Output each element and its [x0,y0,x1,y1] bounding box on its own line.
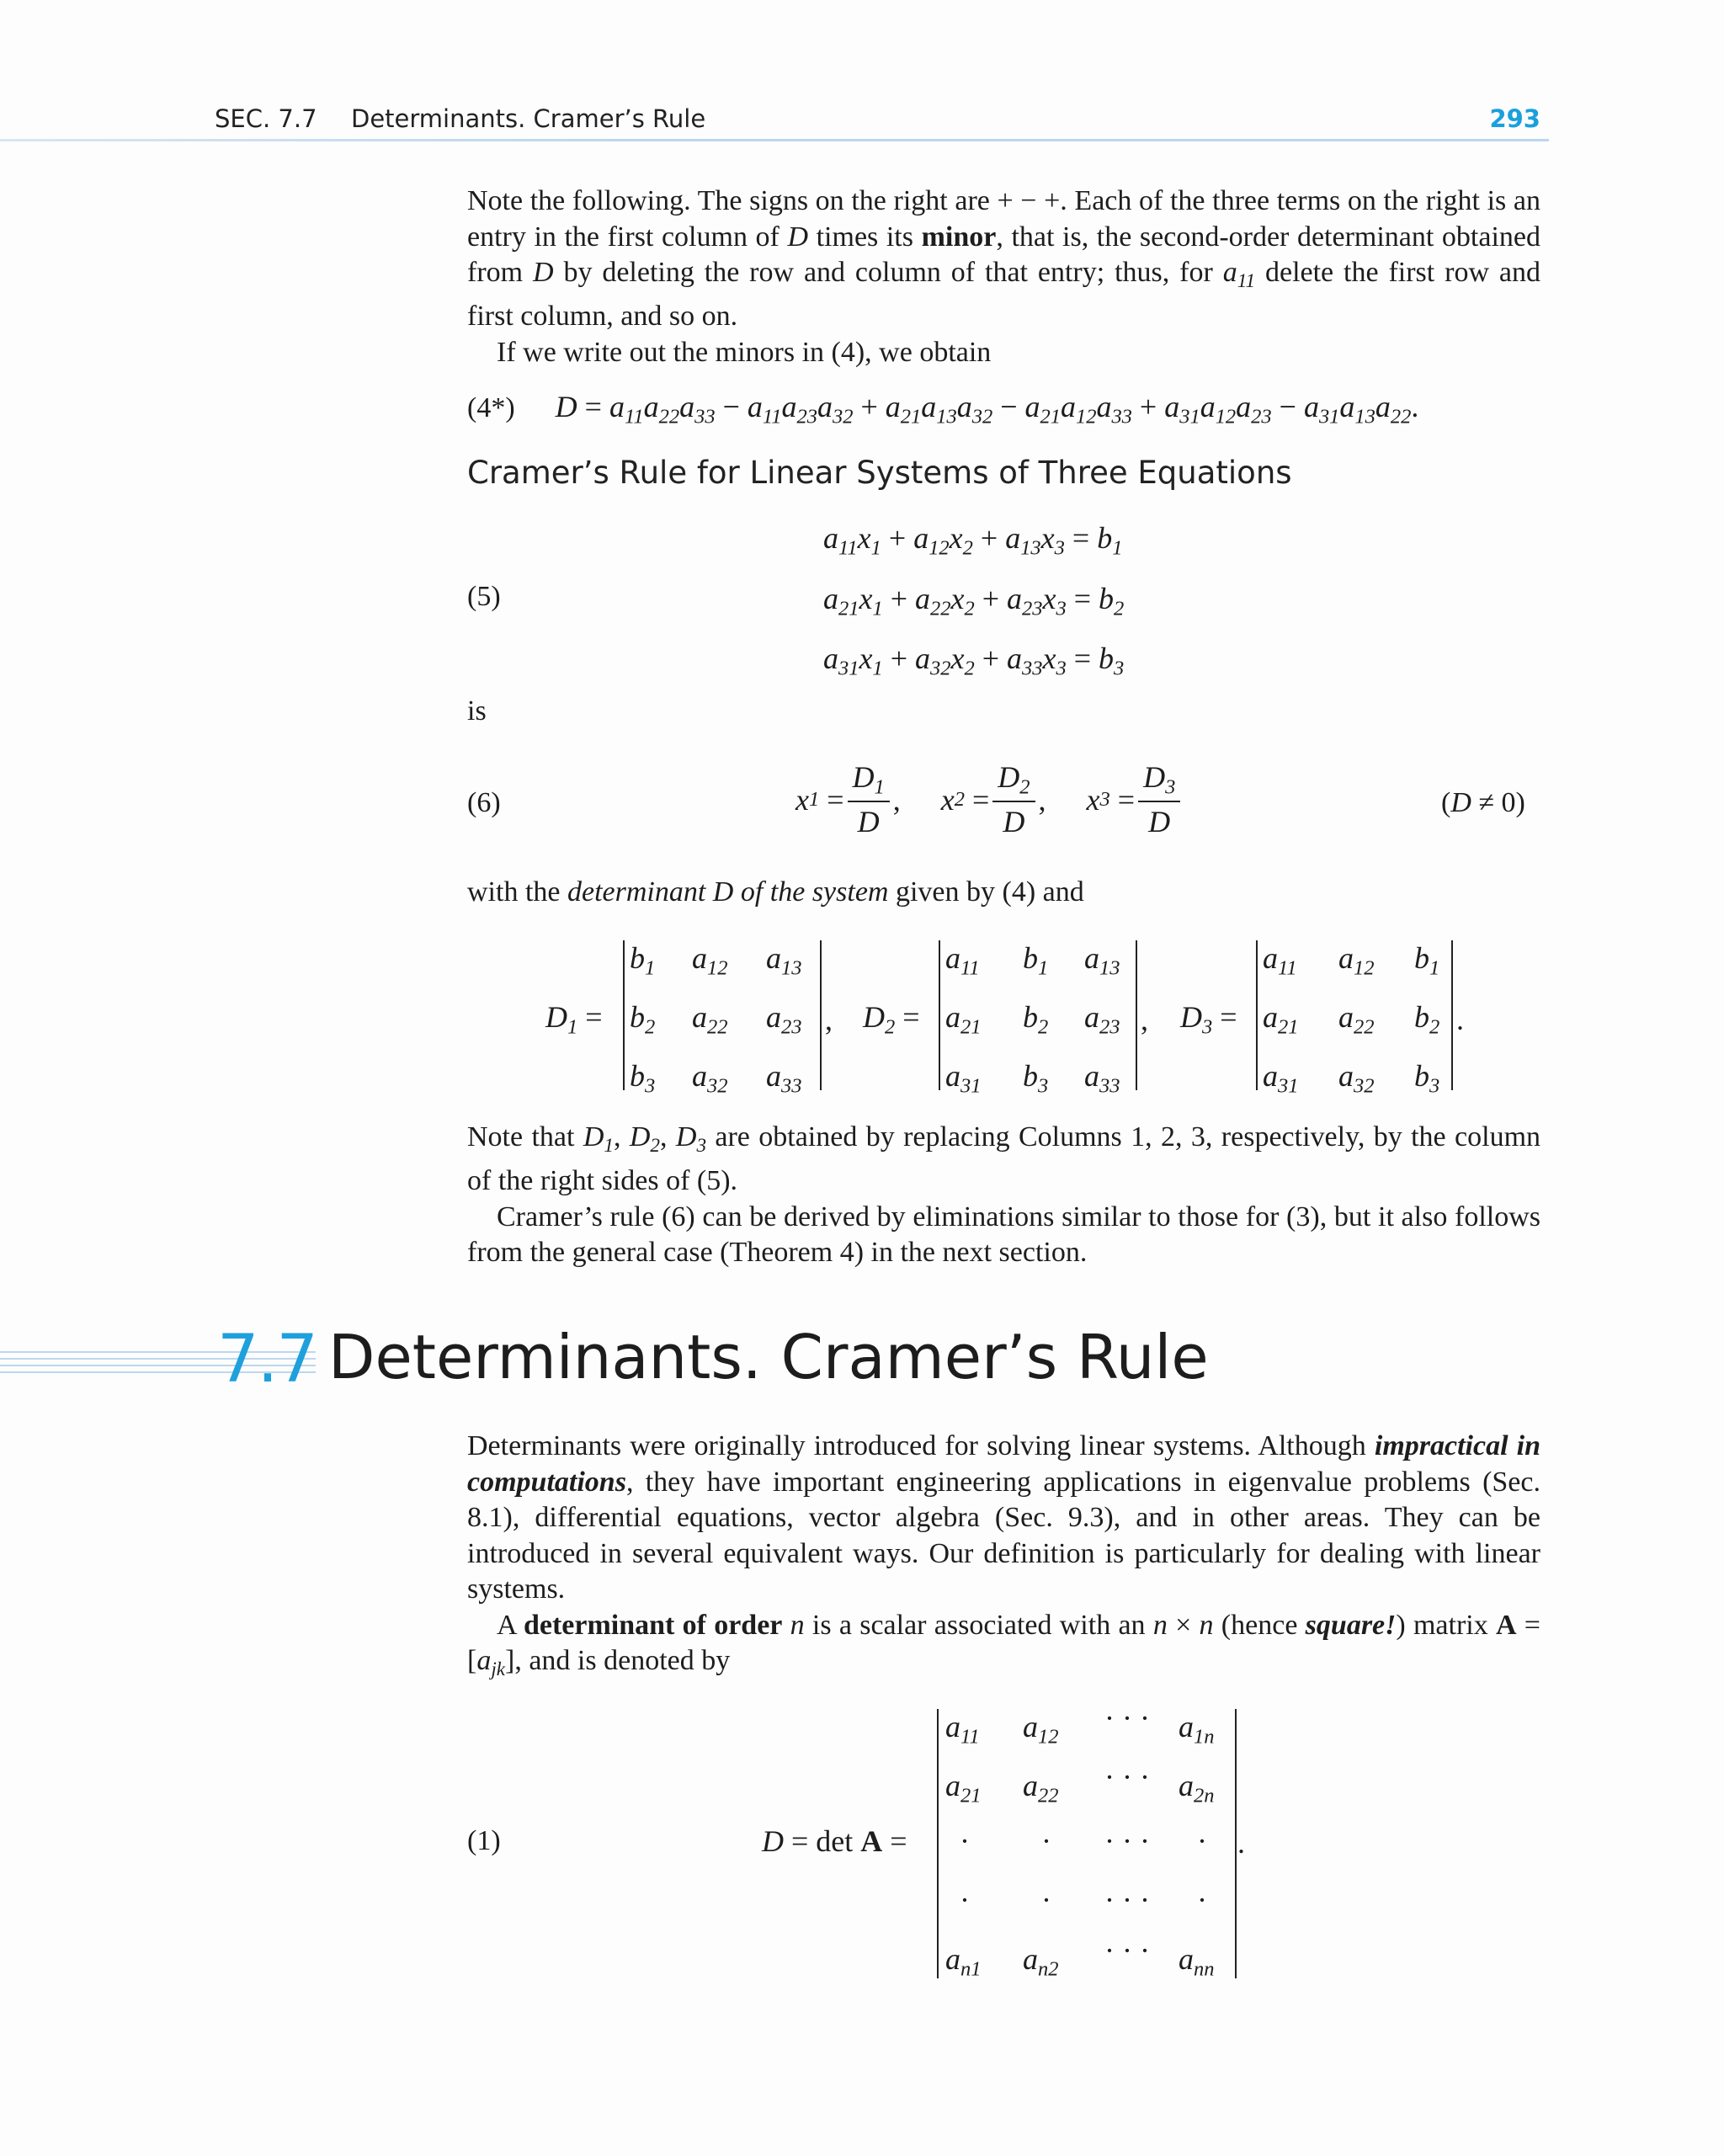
matrix-entry: $a_{33}$ [766,1059,802,1098]
eq4star-label: (4*) [467,392,515,423]
note-paragraph [467,1120,1540,1271]
matrix-entry: $b_1$ [1414,941,1440,980]
matrix-entry: $a_{12}$ [692,941,728,980]
body-p1: Determinants were originally introduced for solving linear systems. Although impractical in computations, they have important engineering applications in eigenvalue problems (Sec. 8.1), differential equations, vector algebra (Sec. 9.3), and in other areas. They can be introduced in several equivalent ways. Our definition is particularly for dealing with linear systems. [467,1430,1541,1605]
section-number: 7.7 [217,1322,317,1397]
d3-lhs: $D_3$ = [1180,1000,1237,1039]
is-word: is [467,695,487,727]
matrix-entry: · [960,1824,970,1858]
header-section-title: Determinants. Cramer’s Rule [350,104,706,133]
eq5-row-2: $a_{21}x_1 + a_{22}x_2 + a_{23}x_3 = b_2$ [823,582,1125,620]
eq1-lhs: D = det A = [762,1824,907,1858]
matrix-entry: $a_{13}$ [1084,941,1120,980]
matrix-entry: · [960,1883,970,1917]
determinant-general [937,1709,1237,1978]
matrix-entry: $a_{13}$ [766,941,802,980]
matrix-entry: $a_{12}$ [1338,941,1375,980]
matrix-entry: · · · [1104,1760,1150,1794]
body-p2: A determinant of order n is a scalar associated with an n × n (hence square!) matrix $A = [a_{jk}]$, and is denoted by [467,1609,1540,1680]
matrix-entry: · [1041,1824,1051,1858]
matrix-entry: $b_1$ [630,941,656,980]
header-rule [0,139,1549,141]
matrix-entry: $b_3$ [1023,1059,1049,1098]
intro-p1: Note the following. The signs on the right are + − +. Each of the three terms on the right is an entry in the first column of D times its minor, that is, the second-order determinant obtained from D by deleting the row and column of that entry; thus, for $a_{11}$ delete the first row and first column, and so on. [467,185,1541,333]
matrix-entry: $a_{31}$ [945,1059,982,1098]
eq5-row-3: $a_{31}x_1 + a_{32}x_2 + a_{33}x_3 = b_3$ [823,641,1125,680]
eq1-label: (1) [467,1825,501,1856]
eq5-row-1: $a_{11}x_1 + a_{12}x_2 + a_{13}x_3 = b_1$ [823,521,1123,560]
intro-p2: If we write out the minors in (4), we obtain [497,336,992,368]
matrix-entry: $a_{nn}$ [1179,1942,1215,1981]
header-section-label: SEC. 7.7 [215,104,317,133]
with-text: with the determinant D of the system given by (4) and [467,876,1084,908]
eq6-body: x 1 = $\frac{D_1}{D}$ , x 2 = $\frac{D_2}{D}$ , x 3 = $\frac{D_3}{D}$ [795,759,1184,839]
matrix-entry: $a_{32}$ [1338,1059,1375,1098]
matrix-entry: $a_{31}$ [1263,1059,1299,1098]
matrix-entry: · · · [1104,1824,1150,1858]
matrix-entry: $a_{23}$ [766,1000,802,1039]
matrix-entry: $b_2$ [630,1000,656,1039]
matrix-entry: · · · [1104,1883,1150,1917]
matrix-entry: $a_{n2}$ [1023,1942,1059,1981]
matrix-entry: $a_{23}$ [1084,1000,1120,1039]
matrix-entry: $a_{n1}$ [945,1942,982,1981]
section-title: Determinants. Cramer’s Rule [328,1322,1209,1392]
d1-lhs: $D_1$ = [545,1000,603,1039]
subheading: Cramer’s Rule for Linear Systems of Three Equations [467,455,1292,491]
period-3: . [1456,1003,1464,1036]
eq6-label: (6) [467,787,501,818]
matrix-entry: $a_{33}$ [1084,1059,1120,1098]
matrix-entry: · [1197,1883,1207,1917]
comma-2: , [1141,1003,1148,1036]
page-number: 293 [1489,104,1540,133]
matrix-entry: · · · [1104,1934,1150,1967]
eq6-condition: (D ≠ 0) [1441,787,1525,818]
running-header [215,104,705,133]
eq1-period: . [1237,1826,1245,1860]
d2-lhs: $D_2$ = [863,1000,920,1039]
matrix-entry: $a_{11}$ [945,1710,980,1749]
matrix-entry: $a_{1n}$ [1179,1710,1215,1749]
note-p1: Note that $D_1$, $D_2$, $D_3$ are obtained by replacing Columns 1, 2, 3, respectively, by the column of the right sides of (5). [467,1121,1541,1197]
matrix-entry: $a_{21}$ [945,1769,982,1807]
matrix-entry: $a_{32}$ [692,1059,728,1098]
matrix-entry: $a_{2n}$ [1179,1769,1215,1807]
matrix-entry: $a_{11}$ [1263,941,1297,980]
matrix-entry: $b_3$ [1414,1059,1440,1098]
equation-4star: (4*) $D = a_{11}a_{22}a_{33} - a_{11}a_{23}a_{32} + a_{21}a_{13}a_{32} - a_{21}a_{12}a_{33} + a_{31}a_{12}a_{23} - a_{31}a_{13}a_{22}$. [467,390,1419,429]
matrix-entry: $b_1$ [1023,941,1049,980]
intro-paragraph [467,184,1540,370]
eq5-label: (5) [467,581,501,612]
matrix-entry: $b_3$ [630,1059,656,1098]
matrix-entry: $a_{11}$ [945,941,980,980]
matrix-entry: · [1041,1883,1051,1917]
matrix-entry: $a_{22}$ [1338,1000,1375,1039]
matrix-entry: $a_{12}$ [1023,1710,1059,1749]
body-paragraph [467,1429,1540,1687]
matrix-entry: · · · [1104,1701,1150,1735]
matrix-entry: $a_{22}$ [1023,1769,1059,1807]
matrix-entry: · [1197,1824,1207,1858]
matrix-entry: $a_{21}$ [1263,1000,1299,1039]
note-p2: Cramer’s rule (6) can be derived by eliminations similar to those for (3), but it also follows from the general case (Theorem 4) in the next section. [467,1200,1540,1269]
matrix-entry: $b_2$ [1414,1000,1440,1039]
comma-1: , [825,1003,833,1036]
matrix-entry: $a_{21}$ [945,1000,982,1039]
matrix-entry: $b_2$ [1023,1000,1049,1039]
matrix-entry: $a_{22}$ [692,1000,728,1039]
